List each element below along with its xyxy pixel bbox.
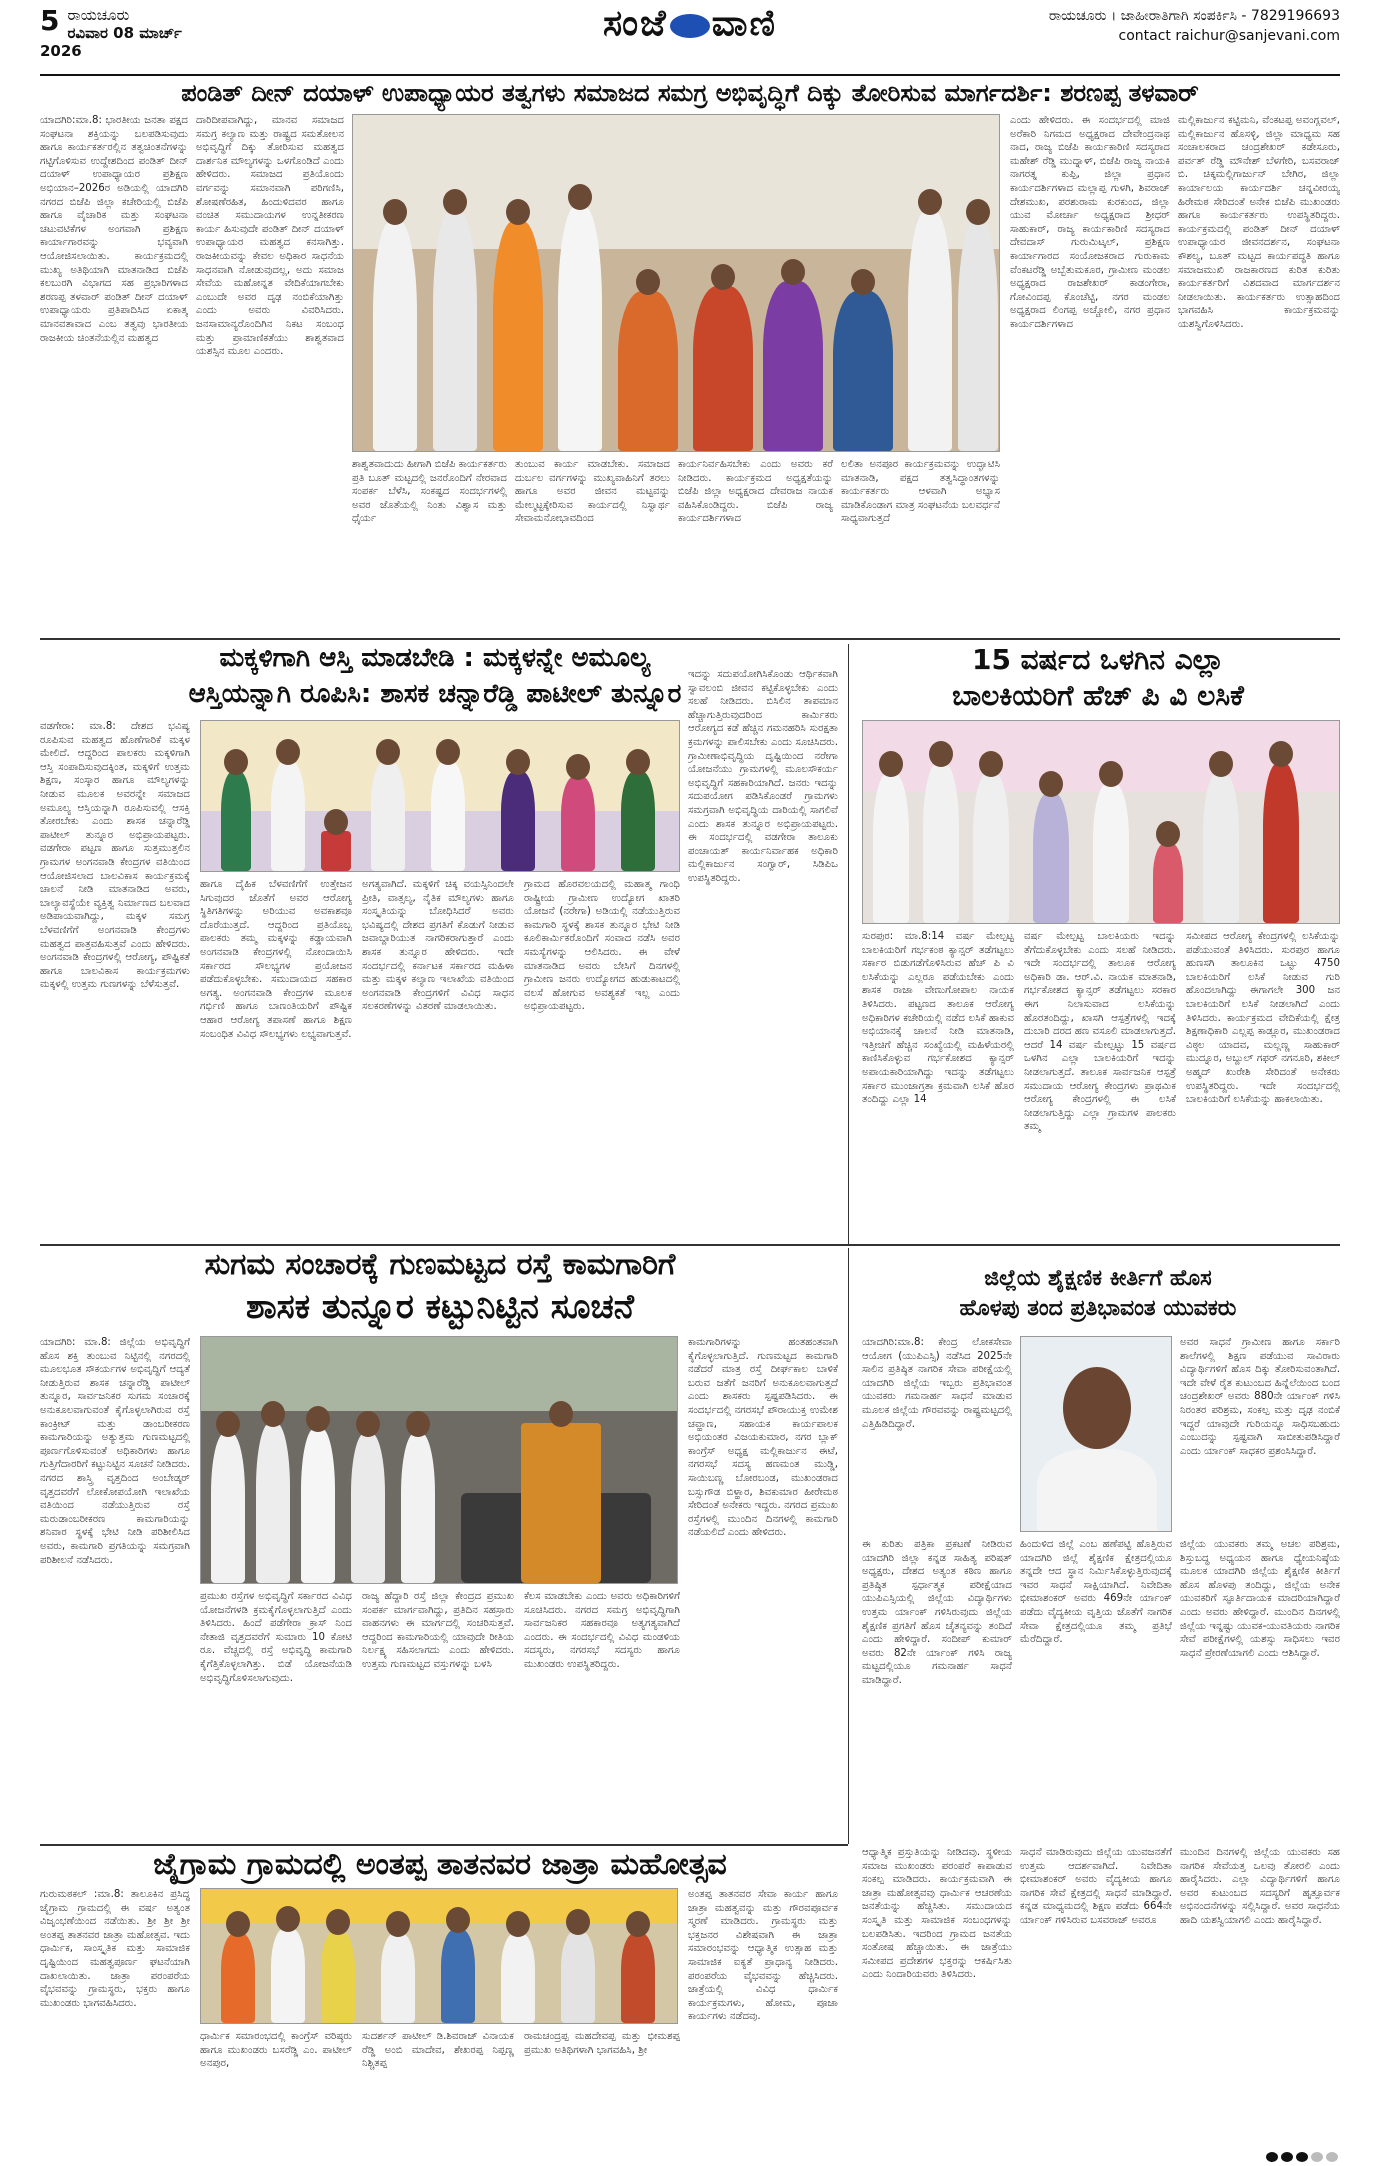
story1-headline[interactable]: ಪಂಡಿತ್ ದೀನ್ ದಯಾಳ್ ಉಪಾಧ್ಯಾಯರ ತತ್ವಗಳು ಸಮಾಜದ ಸಮಗ್ರ ಅಭಿವೃದ್ಧಿಗೆ ದಿಕ್ಕು ತೋರಿಸುವ ಮಾರ್ಗದರ್ಶಿ: ಶರಣಪ್ಪ ತಳವಾರ್	[181, 79, 1199, 107]
logo-globe-icon	[670, 14, 710, 38]
contact-info	[1049, 6, 1340, 46]
story4-headline-line1[interactable]: ಸುಗಮ ಸಂಚಾರಕ್ಕೆ ಗುಣಮಟ್ಟದ ರಸ್ತೆ ಕಾಮಗಾರಿಗೆ	[204, 1247, 676, 1282]
masthead	[40, 0, 1340, 76]
story5-headline-line1[interactable]: ಜಿಲ್ಲೆಯ ಶೈಕ್ಷಣಿಕ ಕೀರ್ತಿಗೆ ಹೊಸ	[984, 1266, 1212, 1291]
story2-col1: ವಡಗೇರಾ: ಮಾ.8: ದೇಶದ ಭವಿಷ್ಯ ರೂಪಿಸುವ ಮಹತ್ವದ ಹೊಣೆಗಾರಿಕೆ ಮಕ್ಕಳ ಮೇಲಿದೆ. ಆದ್ದರಿಂದ ಪಾಲಕರು ಮಕ್ಕಳಿಗಾಗಿ ಆಸ್ತಿ ಸಂಪಾದಿಸುವುದಕ್ಕಿಂತ, ಮಕ್ಕಳಿಗೆ ಉತ್ತಮ ಶಿಕ್ಷಣ, ಸಂಸ್ಕಾರ ಹಾಗೂ ಮೌಲ್ಯಗಳನ್ನು ನೀಡುವ ಮೂಲಕ ಅವರನ್ನೇ ಸಮಾಜದ ಅಮೂಲ್ಯ ಆಸ್ತಿಯನ್ನಾಗಿ ರೂಪಿಸುವಲ್ಲಿ ಆಸಕ್ತಿ ತೋರಬೇಕು ಎಂದು ಶಾಸಕ ಚನ್ನಾರೆಡ್ಡಿ ಪಾಟೀಲ್ ತುನ್ನೂರ ಅಭಿಪ್ರಾಯಪಟ್ಟರು. ವಡಗೇರಾ ಪಟ್ಟಣ ಹಾಗೂ ಸುತ್ತಮುತ್ತಲಿನ ಗ್ರಾಮಗಳ ಅಂಗನವಾಡಿ ಕೇಂದ್ರಗಳ ವತಿಯಿಂದ ಆಯೋಜಿಸಲಾದ ಬಾಲವಿಕಾಸ ಕಾರ್ಯಕ್ರಮಕ್ಕೆ ಚಾಲನೆ ನೀಡಿ ಮಾತನಾಡಿದ ಅವರು, ಬಾಲ್ಯಾವಸ್ಥೆಯೇ ವ್ಯಕ್ತಿತ್ವ ನಿರ್ಮಾಣದ ಬಲವಾದ ಅಡಿಪಾಯವಾಗಿದ್ದು, ಮಕ್ಕಳ ಸಮಗ್ರ ಬೆಳವಣಿಗೆಗೆ ಅಂಗನವಾಡಿ ಕೇಂದ್ರಗಳು ಮಹತ್ವದ ಪಾತ್ರವಹಿಸುತ್ತವೆ ಎಂದು ಹೇಳಿದರು. ಅಂಗನವಾಡಿ ಕೇಂದ್ರಗಳಲ್ಲಿ ಆರೋಗ್ಯ, ಪೌಷ್ಟಿಕತೆ ಹಾಗೂ ಬಾಲವಿಕಾಸ ಕಾರ್ಯಕ್ರಮಗಳು ಮಕ್ಕಳಲ್ಲಿ ಉತ್ತಮ ಗುಣಗಳನ್ನು ಬೆಳೆಸುತ್ತವೆ.	[40, 721, 190, 991]
story6-headline[interactable]: ಜೈಗ್ರಾಮ ಗ್ರಾಮದಲ್ಲಿ ಅಂತಪ್ಪ ತಾತನವರ ಜಾತ್ರಾ ಮಹೋತ್ಸವ	[153, 1847, 727, 1882]
print-registration-marks	[1263, 2147, 1338, 2157]
logo-text-left: ಸಂಜೆ	[602, 2, 668, 44]
page-number: 5	[40, 4, 60, 37]
story2-sub2: ಅಗತ್ಯವಾಗಿದೆ. ಮಕ್ಕಳಿಗೆ ಚಿಕ್ಕ ವಯಸ್ಸಿನಿಂದಲೇ ಪ್ರೀತಿ, ವಾತ್ಸಲ್ಯ, ನೈತಿಕ ಮೌಲ್ಯಗಳು ಹಾಗೂ ಸಂಸ್ಕೃತಿಯನ್ನು ಬೋಧಿಸಿದರೆ ಅವರು ಭವಿಷ್ಯದಲ್ಲಿ ದೇಶದ ಪ್ರಗತಿಗೆ ಕೊಡುಗೆ ನೀಡುವ ಜವಾಬ್ದಾರಿಯುತ ನಾಗರಿಕರಾಗುತ್ತಾರೆ ಎಂದು ಶಾಸಕ ತುನ್ನೂರ ಹೇಳಿದರು. ಇದೇ ಸಂದರ್ಭದಲ್ಲಿ ಕರ್ನಾಟಕ ಸರ್ಕಾರದ ಮಹಿಳಾ ಮತ್ತು ಮಕ್ಕಳ ಕಲ್ಯಾಣ ಇಲಾಖೆಯ ವತಿಯಿಂದ ಅಂಗನವಾಡಿ ಕೇಂದ್ರಗಳಿಗೆ ವಿವಿಧ ಸಾಧನ ಸಲಕರಣೆಗಳನ್ನು ವಿತರಣೆ ಮಾಡಲಾಯಿತು.	[362, 879, 514, 1013]
story3-headline-line2[interactable]: ಬಾಲಕಿಯರಿಗೆ ಹೆಚ್ ಪಿ ವಿ ಲಸಿಕೆ	[952, 679, 1244, 712]
story1-mid2: ತುಂಬುವ ಕಾರ್ಯ ಮಾಡಬೇಕು. ಸಮಾಜದ ದುರ್ಬಲ ವರ್ಗಗಳನ್ನು ಮುಖ್ಯವಾಹಿನಿಗೆ ತರಲು ಹಾಗೂ ಅವರ ಜೀವನ ಮಟ್ಟವನ್ನು ಮೇಲ್ಮಟ್ಟಕ್ಕೇರಿಸುವ ಕಾರ್ಯದಲ್ಲಿ ನಿಸ್ವಾರ್ಥ ಸೇವಾಮನೋಭಾವದಿಂದ	[515, 459, 670, 525]
story5-col1: ಯಾದಗಿರಿ:ಮಾ.8: ಕೇಂದ್ರ ಲೋಕಸೇವಾ ಆಯೋಗ (ಯುಪಿಎಸ್ಸಿ) ನಡೆಸಿದ 2025ನೇ ಸಾಲಿನ ಪ್ರತಿಷ್ಠಿತ ನಾಗರಿಕ ಸೇವಾ ಪರೀಕ್ಷೆಯಲ್ಲಿ ಯಾದಗಿರಿ ಜಿಲ್ಲೆಯ ಇಬ್ಬರು ಪ್ರತಿಭಾವಂತ ಯುವಕರು ಗಮನಾರ್ಹ ಸಾಧನೆ ಮಾಡುವ ಮೂಲಕ ಜಿಲ್ಲೆಯ ಗೌರವವನ್ನು ರಾಷ್ಟ್ರಮಟ್ಟದಲ್ಲಿ ಎತ್ತಿಹಿಡಿದಿದ್ದಾರೆ.	[862, 1337, 1012, 1430]
story5-col3: ಈ ಕುರಿತು ಪತ್ರಿಕಾ ಪ್ರಕಟಣೆ ನೀಡಿರುವ ಯಾದಗಿರಿ ಜಿಲ್ಲಾ ಕನ್ನಡ ಸಾಹಿತ್ಯ ಪರಿಷತ್ ಅಧ್ಯಕ್ಷರು, ದೇಶದ ಅತ್ಯಂತ ಕಠಿಣ ಹಾಗೂ ಪ್ರತಿಷ್ಠಿತ ಸ್ಪರ್ಧಾತ್ಮಕ ಪರೀಕ್ಷೆಯಾದ ಯುಪಿಎಸ್ಸಿಯಲ್ಲಿ ಜಿಲ್ಲೆಯ ವಿದ್ಯಾರ್ಥಿಗಳು ಉತ್ತಮ ರ್ಯಾಂಕ್ ಗಳಿಸಿರುವುದು ಜಿಲ್ಲೆಯ ಶೈಕ್ಷಣಿಕ ಪ್ರಗತಿಗೆ ಹೊಸ ಚೈತನ್ಯವನ್ನು ತಂದಿದೆ ಎಂದು ಹೇಳಿದ್ದಾರೆ. ಸಂದೀಪ್ ಕುಮಾರ್ ಅವರು 82ನೇ ರ್ಯಾಂಕ್ ಗಳಿಸಿ ರಾಜ್ಯ ಮಟ್ಟದಲ್ಲಿಯೂ ಗಮನಾರ್ಹ ಸಾಧನೆ ಮಾಡಿದ್ದಾರೆ.	[862, 1539, 1012, 1686]
story5-portrait	[1020, 1336, 1172, 1532]
story4-col1: ಯಾದಗಿರಿ: ಮಾ.8: ಜಿಲ್ಲೆಯ ಅಭಿವೃದ್ಧಿಗೆ ಹೊಸ ಶಕ್ತಿ ತುಂಬುವ ನಿಟ್ಟಿನಲ್ಲಿ ನಗರದಲ್ಲಿ ಮೂಲಭೂತ ಸೌಕರ್ಯಗಳ ಅಭಿವೃದ್ಧಿಗೆ ಆದ್ಯತೆ ನೀಡುತ್ತಿರುವ ಶಾಸಕ ಚನ್ನಾರೆಡ್ಡಿ ಪಾಟೀಲ್ ತುನ್ನೂರ, ಸಾರ್ವಜನಿಕರ ಸುಗಮ ಸಂಚಾರಕ್ಕೆ ಅನುಕೂಲವಾಗುವಂತೆ ಕೈಗೊಳ್ಳಲಾಗಿರುವ ರಸ್ತೆ ಕಾಂಕ್ರೀಟ್ ಮತ್ತು ಡಾಂಬರೀಕರಣ ಕಾಮಗಾರಿಯನ್ನು ಅತ್ಯುತ್ತಮ ಗುಣಮಟ್ಟದಲ್ಲಿ ಪೂರ್ಣಗೊಳಿಸುವಂತೆ ಅಧಿಕಾರಿಗಳು ಹಾಗೂ ಗುತ್ತಿಗೆದಾರರಿಗೆ ಕಟ್ಟುನಿಟ್ಟಿನ ಸೂಚನೆ ನೀಡಿದರು. ನಗರದ ಶಾಸ್ತ್ರಿ ವೃತ್ತದಿಂದ ಅಂಬೇಡ್ಕರ್ ವೃತ್ತದವರೆಗೆ ಲೋಕೋಪಯೋಗಿ ಇಲಾಖೆಯ ವತಿಯಿಂದ ನಡೆಯುತ್ತಿರುವ ರಸ್ತೆ ಮರುಡಾಂಬರೀಕರಣ ಕಾಮಗಾರಿಯನ್ನು ಶನಿವಾರ ಸ್ಥಳಕ್ಕೆ ಭೇಟಿ ನೀಡಿ ಪರಿಶೀಲಿಸಿದ ಅವರು, ಕಾಮಗಾರಿ ಪ್ರಗತಿಯನ್ನು ಸಮಗ್ರವಾಗಿ ಪರಿಶೀಲನೆ ನಡೆಸಿದರು.	[40, 1337, 190, 1566]
story1-col1: ಯಾದಗಿರಿ:ಮಾ.8: ಭಾರತೀಯ ಜನತಾ ಪಕ್ಷದ ಸಂಘಟನಾ ಶಕ್ತಿಯನ್ನು ಬಲಪಡಿಸುವುದು ಹಾಗೂ ಕಾರ್ಯಕರ್ತರಲ್ಲಿನ ತತ್ವಚಿಂತನೆಗಳನ್ನು ಗಟ್ಟಿಗೊಳಿಸುವ ಉದ್ದೇಶದಿಂದ ಪಂಡಿತ್ ದೀನ್ ದಯಾಳ್ ಉಪಾಧ್ಯಾಯರ ಪ್ರಶಿಕ್ಷಣ ಅಭಿಯಾನ–2026ರ ಅಡಿಯಲ್ಲಿ ಯಾದಗಿರಿ ನಗರದ ಬಿಜೆಪಿ ಜಿಲ್ಲಾ ಕಚೇರಿಯಲ್ಲಿ ಬಿಜೆಪಿ ಹಾಗೂ ವೈಚಾರಿಕ ಮತ್ತು ಸಂಘಟನಾ ಚಟುವಟಿಕೆಗಳ ಅಂಗವಾಗಿ ಪ್ರಶಿಕ್ಷಣ ಕಾರ್ಯಾಗಾರವನ್ನು ಭವ್ಯವಾಗಿ ಆಯೋಜಿಸಲಾಯಿತು. ಕಾರ್ಯಕ್ರಮದಲ್ಲಿ ಮುಖ್ಯ ಅತಿಥಿಯಾಗಿ ಮಾತನಾಡಿದ ಬಿಜೆಪಿ ಕಲಬುರಗಿ ವಿಭಾಗದ ಸಹ ಪ್ರಭಾರಿಗಳಾದ ಶರಣಪ್ಪ ತಳವಾರ್ ಪಂಡಿತ್ ದೀನ್ ದಯಾಳ್ ಉಪಾಧ್ಯಾಯರು ಪ್ರತಿಪಾದಿಸಿದ ಏಕಾತ್ಮ ಮಾನವತಾವಾದ ಎಂಬ ತತ್ವವು ಭಾರತೀಯ ರಾಜಕೀಯ ಚಿಂತನೆಯಲ್ಲಿನ ಮಹತ್ವದ	[40, 115, 188, 344]
portrait-shirt	[1037, 1449, 1157, 1532]
story2-col5: ಇದನ್ನು ಸದುಪಯೋಗಿಸಿಕೊಂಡು ಆರ್ಥಿಕವಾಗಿ ಸ್ವಾವಲಂಬಿ ಜೀವನ ಕಟ್ಟಿಕೊಳ್ಳಬೇಕು ಎಂದು ಸಲಹೆ ನೀಡಿದರು. ಬಿಸಿಲಿನ ತಾಪಮಾನ ಹೆಚ್ಚಾಗುತ್ತಿರುವುದರಿಂದ ಕಾರ್ಮಿಕರು ಆರೋಗ್ಯದ ಕಡೆ ಹೆಚ್ಚಿನ ಗಮನಹರಿಸಿ ಸುರಕ್ಷತಾ ಕ್ರಮಗಳನ್ನು ಪಾಲಿಸಬೇಕು ಎಂದು ಸೂಚಿಸಿದರು. ಗ್ರಾಮೀಣಾಭಿವೃದ್ಧಿಯ ದೃಷ್ಟಿಯಿಂದ ನರೇಗಾ ಯೋಜನೆಯು ಗ್ರಾಮಗಳಲ್ಲಿ ಮೂಲಸೌಕರ್ಯ ಅಭಿವೃದ್ಧಿಗೆ ಸಹಕಾರಿಯಾಗಿದೆ. ಜನರು ಇದನ್ನು ಸದುಪಯೋಗ ಪಡಿಸಿಕೊಂಡರೆ ಗ್ರಾಮಗಳು ಸಮಗ್ರವಾಗಿ ಅಭಿವೃದ್ಧಿಯ ದಾರಿಯಲ್ಲಿ ಸಾಗಲಿವೆ ಎಂದು ಶಾಸಕ ತುನ್ನೂರ ಅಭಿಪ್ರಾಯಪಟ್ಟರು. ಈ ಸಂದರ್ಭದಲ್ಲಿ ವಡಗೇರಾ ತಾಲೂಕು ಪಂಚಾಯತ್ ಕಾರ್ಯನಿರ್ವಾಹಕ ಅಧಿಕಾರಿ ಮಲ್ಲಿಕಾರ್ಜುನ ಸಂಗ್ವಾರ್, ಸಿಡಿಪಿಒ ಉಪಸ್ಥಿತರಿದ್ದರು.	[688, 669, 838, 884]
story4-headline-line2[interactable]: ಶಾಸಕ ತುನ್ನೂರ ಕಟ್ಟುನಿಟ್ಟಿನ ಸೂಚನೆ	[246, 1287, 634, 1327]
story1-mid4: ಲಲಿತಾ ಅನಪೂರ ಕಾರ್ಯಕ್ರಮವನ್ನು ಉದ್ಘಾಟಿಸಿ ಮಾತನಾಡಿ, ಪಕ್ಷದ ತತ್ವಸಿದ್ಧಾಂತಗಳನ್ನು ಕಾರ್ಯಕರ್ತರು ಆಳವಾಗಿ ಅಭ್ಯಾಸ ಮಾಡಿಕೊಂಡಾಗ ಮಾತ್ರ ಸಂಘಟನೆಯ ಬಲವರ್ಧನೆ ಸಾಧ್ಯವಾಗುತ್ತದೆ	[841, 459, 1000, 525]
story3-col1: ಸುರಪುರ: ಮಾ.8:14 ವರ್ಷ ಮೇಲ್ಪಟ್ಟ ಬಾಲಕಿಯರಿಗೆ ಗರ್ಭಕಂಠ ಕ್ಯಾನ್ಸರ್ ತಡೆಗಟ್ಟಲು ಸರ್ಕಾರ ಬಿಡುಗಡೆಗೊಳಿಸಿರುವ ಹೆಚ್ ಪಿ ವಿ ಲಸಿಕೆಯನ್ನು ಎಲ್ಲರೂ ಪಡೆಯಬೇಕು ಎಂದು ಶಾಸಕ ರಾಜಾ ವೇಣುಗೋಪಾಲ ನಾಯಕ ತಿಳಿಸಿದರು. ಪಟ್ಟಣದ ತಾಲೂಕ ಆರೋಗ್ಯ ಅಧಿಕಾರಿಗಳ ಕಚೇರಿಯಲ್ಲಿ ನಡೆದ ಲಸಿಕೆ ಹಾಕುವ ಅಭಿಯಾನಕ್ಕೆ ಚಾಲನೆ ನೀಡಿ ಮಾತನಾಡಿ, ಇತ್ತೀಚಿಗೆ ಹೆಚ್ಚಿನ ಸಂಖ್ಯೆಯಲ್ಲಿ ಮಹಿಳೆಯರಲ್ಲಿ ಕಾಣಿಸಿಕೊಳ್ಳುವ ಗರ್ಭಕೋಶದ ಕ್ಯಾನ್ಸರ್ ಅಪಾಯಕಾರಿಯಾಗಿದ್ದು ಇದನ್ನು ತಡೆಗಟ್ಟಲು ಸರ್ಕಾರ ಮುಂಜಾಗ್ರತಾ ಕ್ರಮವಾಗಿ ಲಸಿಕೆ ಹೊರ ತಂದಿದ್ದು ಎಲ್ಲಾ 14	[862, 931, 1014, 1106]
story6-col6: ಆಧ್ಯಾತ್ಮಿಕ ಪ್ರಸ್ತುತಿಯನ್ನು ನೀಡಿದವು. ಸ್ಥಳೀಯ ಸಮಾಜ ಮುಖಂಡರು ಪರಂಪರೆ ಕಾಪಾಡುವ ಸಂಕಲ್ಪ ಮಾಡಿದರು. ಕಾರ್ಯಕ್ರಮವಾಗಿ ಈ ಜಾತ್ರಾ ಮಹೋತ್ಸವವು ಧಾರ್ಮಿಕ ಆಚರಣೆಯ ಜನತೆಯನ್ನು ಹೆಚ್ಚಿಸಿತು. ಸಮುದಾಯದ ಸಂಸ್ಕೃತಿ ಮತ್ತು ಸಾಮಾಜಿಕ ಸಂಬಂಧಗಳನ್ನು ಬಲಪಡಿಸಿತು. ಇದರಿಂದ ಗ್ರಾಮದ ಜನತೆಯ ಸಂತೋಷ ಹೆಚ್ಚಾಯಿತು. ಈ ಜಾತ್ರೆಯು ಸಮೀಪದ ಪ್ರದೇಶಗಳ ಭಕ್ತರನ್ನು ಆಕರ್ಷಿಸಿತು ಎಂದು ನಿಂದಾರಿಯವರು ತಿಳಿಸಿದರು.	[862, 1847, 1012, 1981]
story2-sub1: ಹಾಗೂ ದೈಹಿಕ ಬೆಳವಣಿಗೆಗೆ ಉತ್ತೇಜನ ಸಿಗುವುದರ ಜೊತೆಗೆ ಅವರ ಆರೋಗ್ಯ ಸ್ಥಿತಿಗತಿಗಳನ್ನು ಅರಿಯುವ ಅವಕಾಶವೂ ದೊರೆಯುತ್ತದೆ. ಆದ್ದರಿಂದ ಪ್ರತಿಯೊಬ್ಬ ಪಾಲಕರು ತಮ್ಮ ಮಕ್ಕಳನ್ನು ಕಡ್ಡಾಯವಾಗಿ ಅಂಗನವಾಡಿ ಕೇಂದ್ರಗಳಲ್ಲಿ ನೋಂದಾಯಿಸಿ ಸರ್ಕಾರದ ಸೌಲಭ್ಯಗಳ ಪ್ರಯೋಜನ ಪಡೆದುಕೊಳ್ಳಬೇಕು. ಸಮುದಾಯದ ಸಹಕಾರ ಅಗತ್ಯ. ಅಂಗನವಾಡಿ ಕೇಂದ್ರಗಳ ಮೂಲಕ ಗರ್ಭಿಣಿ ಹಾಗೂ ಬಾಣಂತಿಯರಿಗೆ ಪೌಷ್ಟಿಕ ಆಹಾರ ಆರೋಗ್ಯ ತಪಾಸಣೆ ಹಾಗೂ ಶಿಕ್ಷಣ ಸಂಬಂಧಿತ ವಿವಿಧ ಸೌಲಭ್ಯಗಳು ಲಭ್ಯವಾಗುತ್ತವೆ.	[200, 879, 352, 1040]
photo-garlands	[201, 1889, 677, 1923]
story1-col2: ದಾರಿದೀಪವಾಗಿದ್ದು, ಮಾನವ ಸಮಾಜದ ಸಮಗ್ರ ಕಲ್ಯಾಣ ಮತ್ತು ರಾಷ್ಟ್ರದ ಸಮತೋಲನ ಅಭಿವೃದ್ಧಿಗೆ ದಿಕ್ಕು ತೋರಿಸುವ ಮಹತ್ವದ ದಾರ್ಶನಿಕ ಮೌಲ್ಯಗಳನ್ನು ಒಳಗೊಂಡಿದೆ ಎಂದು ಹೇಳಿದರು. ಸಮಾಜದ ಪ್ರತಿಯೊಂದು ವರ್ಗವನ್ನು ಸಮಾನವಾಗಿ ಪರಿಗಣಿಸಿ, ಶೋಷಣೆರಹಿತ, ಹಿಂದುಳಿದವರ ಹಾಗೂ ವಂಚಿತ ಸಮುದಾಯಗಳ ಉನ್ನತೀಕರಣ ಕಾರ್ಯ ಹಿಸುವುದೇ ಪಂಡಿತ್ ದೀನ್ ದಯಾಳ್ ಉಪಾಧ್ಯಾಯರ ಮಹತ್ವದ ಕನಸಾಗಿತ್ತು. ರಾಜಕೀಯವನ್ನು ಕೇವಲ ಅಧಿಕಾರ ಸಾಧನೆಯ ಸಾಧನವಾಗಿ ನೋಡುವುದಲ್ಲ, ಅದು ಸಮಾಜ ಸೇವೆಯ ಮಹೋನ್ನತ ವೇದಿಕೆಯಾಗಬೇಕು ಎಂಬುದೇ ಅವರ ದೃಢ ನಂಬಿಕೆಯಾಗಿತ್ತು ಎಂದು ಅವರು ವಿವರಿಸಿದರು. ಜನಸಾಮಾನ್ಯರೊಂದಿಗಿನ ನಿಕಟ ಸಂಬಂಧ ಮತ್ತು ಪ್ರಾಮಾಣಿಕತೆಯು ಶಾಶ್ವತವಾದ ಯಶಸ್ಸಿನ ಮೂಲ ಎಂದರು.	[196, 115, 344, 358]
contact-email[interactable]: contact raichur@sanjevani.com	[1118, 28, 1340, 44]
column-divider	[848, 1248, 849, 1844]
issue-date: ರವಿವಾರ 08 ಮಾರ್ಚ್ 2026	[40, 24, 182, 60]
story6-sub2: ಸುದರ್ಶನ್ ಪಾಟೀಲ್ ಡಿ.ಶಿವರಾಜ್ ವಿನಾಯಕ ರೆಡ್ಡಿ ಅಂಬಿ ಮಾದೇವ, ಶೇಖರಪ್ಪ ನಿಪ್ಪಣ್ಣ ನಿಶ್ಚಿತಪ್ಪ	[362, 2031, 514, 2070]
story6-sub1: ಧಾರ್ಮಿಕ ಸಮಾರಂಭದಲ್ಲಿ ಕಾಂಗ್ರೆಸ್ ವರಿಷ್ಠರು ಹಾಗೂ ಮುಖಂಡರು ಬಸರೆಡ್ಡಿ ಎಂ. ಪಾಟೀಲ್ ಅನಪುರ,	[200, 2031, 352, 2070]
section-divider	[40, 638, 1340, 640]
section-divider	[40, 1244, 1340, 1246]
ad-contact: ರಾಯಚೂರು । ಜಾಹೀರಾತಿಗಾಗಿ ಸಂಪರ್ಕಿಸಿ - 7829196693	[1048, 8, 1340, 24]
section-divider	[40, 1844, 848, 1846]
story3-col2: ವರ್ಷ ಮೇಲ್ಪಟ್ಟ ಬಾಲಕಿಯರು ಇದನ್ನು ತೆಗೆದುಕೊಳ್ಳಬೇಕು ಎಂದು ಸಲಹೆ ನೀಡಿದರು. ಇದೇ ಸಂದರ್ಭದಲ್ಲಿ ತಾಲೂಕ ಆರೋಗ್ಯ ಅಧಿಕಾರಿ ಡಾ. ಆರ್.ವಿ. ನಾಯಕ ಮಾತನಾಡಿ, ಗರ್ಭಕೋಶದ ಕ್ಯಾನ್ಸರ್ ತಡೆಗಟ್ಟಲು ಸರಕಾರ ಈಗ ನಿಲಾಸುವಾದ ಲಸಿಕೆಯನ್ನು ಹೊರತಂದಿದ್ದು, ಖಾಸಗಿ ಆಸ್ಪತ್ರೆಗಳಲ್ಲಿ ಇದಕ್ಕೆ ದುಬಾರಿ ದರದ ಹಣ ವಸೂಲಿ ಮಾಡಲಾಗುತ್ತದೆ. ಆದರೆ 14 ವರ್ಷ ಮೇಲ್ಪಟ್ಟು 15 ವರ್ಷದ ಒಳಗಿನ ಎಲ್ಲಾ ಬಾಲಕಿಯರಿಗೆ ಇದನ್ನು ನೀಡಲಾಗುತ್ತದೆ. ತಾಲೂಕ ಸಾರ್ವಜನಿಕ ಆಸ್ಪತ್ರೆ ಸಮುದಾಯ ಆರೋಗ್ಯ ಕೇಂದ್ರಗಳು ಪ್ರಾಥಮಿಕ ಆರೋಗ್ಯ ಕೇಂದ್ರಗಳಲ್ಲಿ ಈ ಲಸಿಕೆ ನೀಡಲಾಗುತ್ತಿದ್ದು ಎಲ್ಲಾ ಗ್ರಾಮಗಳ ಪಾಲಕರು ತಮ್ಮ	[1024, 931, 1176, 1133]
story4-col5: ಕಾಮಗಾರಿಗಳನ್ನು ಹಂತಹಂತವಾಗಿ ಕೈಗೊಳ್ಳಲಾಗುತ್ತಿದೆ. ಗುಣಮಟ್ಟದ ಕಾಮಗಾರಿ ನಡೆದರೆ ಮಾತ್ರ ರಸ್ತೆ ದೀರ್ಘಕಾಲ ಬಾಳಿಕೆ ಬರುವ ಜತೆಗೆ ಜನರಿಗೆ ಅನುಕೂಲವಾಗುತ್ತದೆ ಎಂದು ಶಾಸಕರು ಸ್ಪಷ್ಟಪಡಿಸಿದರು. ಈ ಸಂದರ್ಭದಲ್ಲಿ ನಗರಸಭೆ ಪೌರಾಯುಕ್ತ ಉಮೇಶ ಚವ್ಹಾಣ, ಸಹಾಯಕ ಕಾರ್ಯಪಾಲಕ ಅಭಿಯಂತರ ವಿಜಯಕುಮಾರ, ನಗರ ಬ್ಲಾಕ್ ಕಾಂಗ್ರೆಸ್ ಅಧ್ಯಕ್ಷ ಮಲ್ಲಿಕಾರ್ಜುನ ಈಟೆ, ನಗರಸಭೆ ಸದಸ್ಯ ಹಣಮಂತ ಮುಡ್ಡಿ, ಸಾಯಿಬಣ್ಣ ಬೋರಬಂಡ, ಮುಖಂಡರಾದ ಬಸ್ಸುಗೌಡ ಬಿಳ್ಹಾರ, ಶಿವಕುಮಾರ ಹೀರೇಮಠ ಸೇರಿದಂತೆ ಅನೇಕರು ಇದ್ದರು. ನಗರದ ಪ್ರಮುಖ ರಸ್ತೆಗಳಲ್ಲಿ ಮುಂದಿನ ದಿನಗಳಲ್ಲಿ ಕಾಮಗಾರಿ ನಡೆಯಲಿದೆ ಎಂದು ಹೇಳಿದರು.	[688, 1337, 838, 1539]
story1-mid1: ಶಾಶ್ವತವಾದುದು ಹೀಗಾಗಿ ಬಿಜೆಪಿ ಕಾರ್ಯಕರ್ತರು ಪ್ರತಿ ಬೂತ್ ಮಟ್ಟದಲ್ಲಿ ಜನರೊಂದಿಗೆ ನೇರವಾದ ಸಂಪರ್ಕ ಬೆಳೆಸಿ, ಸಂಕಷ್ಟದ ಸಂದರ್ಭಗಳಲ್ಲಿ ಅವರ ಜೊತೆಯಲ್ಲಿ ನಿಂತು ವಿಶ್ವಾಸ ಮತ್ತು ಧೈರ್ಯ	[352, 459, 507, 525]
story6-sub3: ರಾಮಚಂದ್ರಪ್ಪ ಮಹದೇವಪ್ಪ ಮತ್ತು ಭೀಮಶಪ್ಪ ಪ್ರಮುಖ ಅತಿಥಿಗಳಾಗಿ ಭಾಗವಹಿಸಿ, ಶ್ರೀ	[524, 2031, 680, 2056]
photo-street	[201, 1337, 677, 1411]
story4-photo	[200, 1336, 678, 1584]
story2-headline-line1[interactable]: ಮಕ್ಕಳಿಗಾಗಿ ಆಸ್ತಿ ಮಾಡಬೇಡಿ : ಮಕ್ಕಳನ್ನೇ ಅಮೂಲ್ಯ	[219, 643, 651, 673]
story6-col5: ಅಂತಪ್ಪ ತಾತನವರ ಸೇವಾ ಕಾರ್ಯ ಹಾಗೂ ಜಾತ್ರಾ ಮಹತ್ವವನ್ನು ಮತ್ತು ಗೌರವಪೂರ್ವಕ ಸ್ಮರಣೆ ಮಾಡಿದರು. ಗ್ರಾಮಸ್ಥರು ಮತ್ತು ಭಕ್ತಜನರ ವಿಶೇಷವಾಗಿ ಈ ಜಾತ್ರಾ ಸಮಾರಂಭವನ್ನು ಆಧ್ಯಾತ್ಮಿಕ ಉತ್ಸಾಹ ಮತ್ತು ಸಾಮಾಜಿಕ ಐಕ್ಯತೆ ಪ್ರಾಧಾನ್ಯ ನೀಡಿದರು. ಪರಂಪರೆಯ ವೈಭವವನ್ನು ಹೆಚ್ಚಿಸಿದರು. ಜಾತ್ರೆಯಲ್ಲಿ ವಿವಿಧ ಧಾರ್ಮಿಕ ಕಾರ್ಯಕ್ರಮಗಳು, ಹೋಮ, ಪೂಜಾ ಕಾರ್ಯಗಳು ನಡೆದವು.	[688, 1889, 838, 2023]
column-divider	[848, 644, 849, 1244]
story4-sub3: ಕೆಲಸ ಮಾಡಬೇಕು ಎಂದು ಅವರು ಅಧಿಕಾರಿಗಳಿಗೆ ಸೂಚಿಸಿದರು. ನಗರದ ಸಮಗ್ರ ಅಭಿವೃದ್ಧಿಗಾಗಿ ಸಾರ್ವಜನಿಕರ ಸಹಕಾರವೂ ಅತ್ಯಗತ್ಯವಾಗಿದೆ ಎಂದರು. ಈ ಸಂದರ್ಭದಲ್ಲಿ ವಿವಿಧ ಮಂಡಳಿಯ ಸದಸ್ಯರು, ನಗರಸಭೆ ಸದಸ್ಯರು ಹಾಗೂ ಮುಖಂಡರು ಉಪಸ್ಥಿತರಿದ್ದರು.	[524, 1591, 680, 1670]
story5-headline-line2[interactable]: ಹೊಳಪು ತಂದ ಪ್ರತಿಭಾವಂತ ಯುವಕರು	[959, 1296, 1237, 1321]
story2-photo	[200, 720, 680, 872]
story5-col4: ಹಿಂದುಳಿದ ಜಿಲ್ಲೆ ಎಂಬ ಹಣೆಪಟ್ಟಿ ಹೊತ್ತಿರುವ ಯಾದಗಿರಿ ಜಿಲ್ಲೆ ಶೈಕ್ಷಣಿಕ ಕ್ಷೇತ್ರದಲ್ಲಿಯೂ ತನ್ನದೇ ಆದ ಸ್ಥಾನ ನಿರ್ಮಿಸಿಕೊಳ್ಳುತ್ತಿರುವುದಕ್ಕೆ ಇವರ ಸಾಧನೆ ಸಾಕ್ಷಿಯಾಗಿದೆ. ನಿವೇದಿತಾ ಭೀಮಾಶಂಕರ್ ಅವರು 469ನೇ ರ್ಯಾಂಕ್ ಪಡೆದು ವೈದ್ಯಕೀಯ ವೃತ್ತಿಯ ಜೊತೆಗೆ ನಾಗರಿಕ ಸೇವಾ ಕ್ಷೇತ್ರದಲ್ಲಿಯೂ ತಮ್ಮ ಪ್ರತಿಭೆ ಮೆರೆದಿದ್ದಾರೆ.	[1020, 1539, 1172, 1646]
story1-col5: ಎಂದು ಹೇಳಿದರು. ಈ ಸಂದರ್ಭದಲ್ಲಿ ಮಾಜಿ ಅರೆಕಾರಿ ನಿಗಮದ ಅಧ್ಯಕ್ಷರಾದ ದೇವೇಂದ್ರನಾಥ ನಾದ, ರಾಜ್ಯ ಬಿಜೆಪಿ ಕಾರ್ಯಕಾರಿಣಿ ಸದಸ್ಯರಾದ ಮಹೇಶ್ ರೆಡ್ಡಿ ಮುದ್ನಾಳ್, ಬಿಜೆಪಿ ರಾಜ್ಯ ನಾಯಕಿ ನಾಗರತ್ನ ಕುಪ್ಪಿ, ಜಿಲ್ಲಾ ಪ್ರಧಾನ ಕಾರ್ಯದರ್ಶಿಗಳಾದ ಮಲ್ಲಾಪ್ಪ ಗುಳಗಿ, ಶಿವರಾಜ್ ದೇಶಮುಖ, ಪರಶುರಾಮ ಕುರಕುಂದ, ಜಿಲ್ಲಾ ಯುವ ಮೋರ್ಚಾ ಅಧ್ಯಕ್ಷರಾದ ಶ್ರೀಧರ್ ಸಾಹುಕಾರ್, ರಾಜ್ಯ ಕಾರ್ಯಕಾರಿಣಿ ಸದಸ್ಯರಾದ ದೇವದಾಸ್ ಗುರುಮಿಟ್ಕಲ್, ಪ್ರಶಿಕ್ಷಣ ಕಾರ್ಯಾಗಾರದ ಸಂಯೋಜಕರಾದ ಗುರುಕಾಮ ವೆಂಕಟರೆಡ್ಡಿ ಅಬ್ಬೆತುಮಕೂರ, ಗ್ರಾಮೀಣ ಮಂಡಲ ಅಧ್ಯಕ್ಷರಾದ ರಾಜಶೇಖರ್ ಕಾಡಂಗೇರಾ, ಗೋವಿಂದಪ್ಪ ಕೊಂಚೆಟ್ಟಿ, ನಗರ ಮಂಡಲ ಅಧ್ಯಕ್ಷರಾದ ಲಿಂಗಪ್ಪ ಅಚ್ಚೋಲಿ, ನಗರ ಪ್ರಧಾನ ಕಾರ್ಯದರ್ಶಿಗಳಾದ	[1010, 115, 1170, 330]
portrait-head	[1063, 1367, 1131, 1449]
story6-photo	[200, 1888, 678, 2024]
story1-col6: ಮಲ್ಲಿಕಾರ್ಜುನ ಕಟ್ಟಿಮನಿ, ವೆಂಕಟಪ್ಪ ಅವಂಗ್ಲವಲ್, ಮಲ್ಲಿಕಾರ್ಜುನ ಹೊಸಳ್ಳಿ, ಜಿಲ್ಲಾ ಮಾಧ್ಯಮ ಸಹ ಸಂಚಾಲಕರಾದ ಚಂದ್ರಶೇಖರ್ ಕಡೇಸೂರು, ಪರ್ವತ್ ರೆಡ್ಡಿ ಮೌನೇಶ್ ಬೆಳಗೇರಿ, ಬಸವರಾಜ್ ಬಿ. ಚಿಕ್ಕಮಲ್ಲಿಗಾರ್ಜುನ್ ಬೇಗಿರ, ಜಿಲ್ಲಾ ಕಾರ್ಯಾಲಯ ಕಾರ್ಯದರ್ಶಿ ಚನ್ನವೀರಯ್ಯ ಹಿರೇಮಠ ಸೇರಿದಂತೆ ಅನೇಕ ಬಿಜೆಪಿ ಮುಖಂಡರು ಹಾಗೂ ಕಾರ್ಯಕರ್ತರು ಉಪಸ್ಥಿತರಿದ್ದರು. ಕಾರ್ಯಕ್ರಮದಲ್ಲಿ ಪಂಡಿತ್ ದೀನ್ ದಯಾಳ್ ಉಪಾಧ್ಯಾಯರ ಜೀವನದರ್ಶನ, ಸಂಘಟನಾ ಕೌಶಲ್ಯ, ಬೂತ್ ಮಟ್ಟದ ಕಾರ್ಯಪದ್ಧತಿ ಹಾಗೂ ಸಮಾಜಮುಖಿ ರಾಜಕಾರಣದ ಕುರಿತ ಕುರಿತು ಕಾರ್ಯಕರ್ತರಿಗೆ ವಿಶದವಾದ ಮಾರ್ಗದರ್ಶನ ನೀಡಲಾಯಿತು. ಕಾರ್ಯಕರ್ತರು ಉತ್ಸಾಹದಿಂದ ಭಾಗವಹಿಸಿ ಕಾರ್ಯಕ್ರಮವನ್ನು ಯಶಸ್ವಿಗೊಳಿಸಿದರು.	[1178, 115, 1340, 330]
story3-photo	[862, 720, 1340, 924]
edition-name: ರಾಯಚೂರು	[67, 6, 130, 24]
story5-col5: ಜಿಲ್ಲೆಯ ಯುವಕರು ತಮ್ಮ ಅಚಲ ಪರಿಶ್ರಮ, ಶಿಸ್ತುಬದ್ಧ ಅಧ್ಯಯನ ಹಾಗೂ ಧ್ಯೇಯನಿಷ್ಠೆಯ ಮೂಲಕ ಯಾದಗಿರಿ ಜಿಲ್ಲೆಯ ಶೈಕ್ಷಣಿಕ ಕೀರ್ತಿಗೆ ಹೊಸ ಹೊಳಪು ತಂದಿದ್ದು, ಜಿಲ್ಲೆಯ ಅನೇಕ ಯುವಕರಿಗೆ ಸ್ಫೂರ್ತಿದಾಯಕ ಮಾದರಿಯಾಗಿದ್ದಾರೆ ಎಂದು ಅವರು ಹೇಳಿದ್ದಾರೆ. ಮುಂದಿನ ದಿನಗಳಲ್ಲಿ ಜಿಲ್ಲೆಯ ಇನ್ನಷ್ಟು ಯುವಕ-ಯುವತಿಯರು ನಾಗರಿಕ ಸೇವೆ ಪರೀಕ್ಷೆಗಳಲ್ಲಿ ಯಶಸ್ಸು ಸಾಧಿಸಲು ಇವರ ಸಾಧನೆ ಪ್ರೇರಣೆಯಾಗಲಿ ಎಂದು ಆಶಿಸಿದ್ದಾರೆ.	[1180, 1539, 1340, 1659]
page-info	[40, 6, 201, 60]
story6-col7: ಸಾಧನೆ ಮಾಡಿರುವುದು ಜಿಲ್ಲೆಯ ಯುವಜನತೆಗೆ ಉತ್ತಮ ಆದರ್ಶವಾಗಿದೆ. ನಿವೇದಿತಾ ಭೀಮಾಶಂಕರ್ ಅವರು ವೈದ್ಯಕೀಯ ಹಾಗೂ ನಾಗರಿಕ ಸೇವೆ ಕ್ಷೇತ್ರದಲ್ಲಿ ಸಾಧನೆ ಮಾಡಿದ್ದಾರೆ. ಕನ್ನಡ ಮಾಧ್ಯಮದಲ್ಲಿ ಶಿಕ್ಷಣ ಪಡೆದು 664ನೇ ರ್ಯಾಂಕ್ ಗಳಿಸಿರುವ ಬಸವರಾಜ್ ಅವರೂ	[1020, 1847, 1172, 1926]
story2-headline-line2[interactable]: ಆಸ್ತಿಯನ್ನಾಗಿ ರೂಪಿಸಿ: ಶಾಸಕ ಚನ್ನಾರೆಡ್ಡಿ ಪಾಟೀಲ್ ತುನ್ನೂರ	[188, 679, 682, 709]
story4-sub1: ಪ್ರಮುಖ ರಸ್ತೆಗಳ ಅಭಿವೃದ್ಧಿಗೆ ಸರ್ಕಾರದ ವಿವಿಧ ಯೋಜನೆಗಳಡಿ ಕ್ರಮಕೈಗೊಳ್ಳಲಾಗುತ್ತಿದೆ ಎಂದು ತಿಳಿಸಿದರು. ಹಿಂದೆ ಪಡೆಗೇರಾ ಕ್ರಾಸ್ ನಿಂದ ನೇತಾಜಿ ವೃತ್ತದವರೆಗೆ ಸುಮಾರು 10 ಕೋಟಿ ರೂ. ವೆಚ್ಚದಲ್ಲಿ ರಸ್ತೆ ಅಭಿವೃದ್ಧಿ ಕಾಮಗಾರಿ ಕೈಗೆತ್ತಿಕೊಳ್ಳಲಾಗಿತ್ತು. ಬಿಡೆ ಯೋಜನೆಯಡಿ ಅಭಿವೃದ್ಧಿಗೊಳಿಸಲಾಗುವುದು.	[200, 1591, 352, 1684]
story6-col1: ಗುರುಮಠಕಲ್ :ಮಾ.8: ತಾಲೂಕಿನ ಪ್ರಸಿದ್ಧ ಜೈಗ್ರಾಮ ಗ್ರಾಮದಲ್ಲಿ ಈ ವರ್ಷ ಅತ್ಯಂತ ವಿಜೃಂಭಣೆಯಿಂದ ನಡೆಯಿತು. ಶ್ರೀ ಶ್ರೀ ಶ್ರೀ ಅಂತಪ್ಪ ತಾತನವರ ಜಾತ್ರಾ ಮಹೋತ್ಸವ. ಇದು ಧಾರ್ಮಿಕ, ಸಾಂಸ್ಕೃತಿಕ ಮತ್ತು ಸಾಮಾಜಿಕ ದೃಷ್ಟಿಯಿಂದ ಮಹತ್ವಪೂರ್ಣ ಘಟನೆಯಾಗಿ ದಾಖಲಾಯಿತು. ಜಾತ್ರಾ ಪರಂಪರೆಯ ವೈಭವವನ್ನು ಗ್ರಾಮಸ್ಥರು, ಭಕ್ತರು ಹಾಗೂ ಮುಖಂಡರು ಭಾಗವಹಿಸಿದರು.	[40, 1889, 190, 2009]
story5-col2: ಅವರ ಸಾಧನೆ ಗ್ರಾಮೀಣ ಹಾಗೂ ಸರ್ಕಾರಿ ಶಾಲೆಗಳಲ್ಲಿ ಶಿಕ್ಷಣ ಪಡೆಯುವ ಸಾವಿರಾರು ವಿದ್ಯಾರ್ಥಿಗಳಿಗೆ ಹೊಸ ದಿಕ್ಕು ತೋರಿಸುವಂತಾಗಿದೆ. ಇದೇ ವೇಳೆ ರೈತ ಕುಟುಂಬದ ಹಿನ್ನೆಲೆಯಿಂದ ಬಂದ ಚಂದ್ರಶೇಖರ್ ಅವರು 880ನೇ ರ್ಯಾಂಕ್ ಗಳಿಸಿ ನಿರಂತರ ಪರಿಶ್ರಮ, ಸಂಕಲ್ಪ ಮತ್ತು ದೃಢ ನಂಬಿಕೆ ಇದ್ದರೆ ಯಾವುದೇ ಗುರಿಯನ್ನೂ ಸಾಧಿಸಬಹುದು ಎಂಬುದನ್ನು ಸ್ಪಷ್ಟವಾಗಿ ಸಾಬೀತುಪಡಿಸಿದ್ದಾರೆ ಎಂದು ರ್ಯಾಂಕ್ ಸಾಧಕರ ಪ್ರಶಂಸಿಸಿದ್ದಾರೆ.	[1180, 1337, 1340, 1457]
story3-col3: ಸಮೀಪದ ಆರೋಗ್ಯ ಕೇಂದ್ರಗಳಲ್ಲಿ ಲಸಿಕೆಯನ್ನು ಪಡೆಯುವಂತೆ ತಿಳಿಸಿದರು. ಸುರಪುರ ಹಾಗೂ ಹುಣಸಗಿ ತಾಲೂಕಿನ ಒಟ್ಟು 4750 ಬಾಲಕಿಯರಿಗೆ ಲಸಿಕೆ ನೀಡುವ ಗುರಿ ಹೊಂದಲಾಗಿದ್ದು ಈಗಾಗಲೇ 300 ಜನ ಬಾಲಕಿಯರಿಗೆ ಲಸಿಕೆ ನೀಡಲಾಗಿದೆ ಎಂದು ತಿಳಿಸಿದರು. ಕಾರ್ಯಕ್ರಮದ ವೇದಿಕೆಯಲ್ಲಿ ಕ್ಷೇತ್ರ ಶಿಕ್ಷಣಾಧಿಕಾರಿ ಎಲ್ಲಪ್ಪ ಕಾಡ್ಲೂರ, ಮುಖಂಡರಾದ ವಿಠ್ಠಲ ಯಾದವ, ಮಲ್ಲಣ್ಣ ಸಾಹುಕಾರ್ ಮುದ್ನೂರ, ಅಬ್ದುಲ್ ಗಫರ್ ನಗನೂರಿ, ಶಕೀಲ್ ಅಹ್ಮದ್ ಖುರೇಶಿ ಸೇರಿದಂತೆ ಅನೇಕರು ಉಪಸ್ಥಿತರಿದ್ದರು. ಇದೇ ಸಂದರ್ಭದಲ್ಲಿ ಬಾಲಕಿಯರಿಗೆ ಲಸಿಕೆಯನ್ನು ಹಾಕಲಾಯಿತು.	[1186, 931, 1340, 1106]
story3-headline-line1[interactable]: 15 ವರ್ಷದ ಒಳಗಿನ ಎಲ್ಲಾ	[971, 643, 1225, 676]
story4-sub2: ರಾಜ್ಯ ಹೆದ್ದಾರಿ ರಸ್ತೆ ಜಿಲ್ಲಾ ಕೇಂದ್ರದ ಪ್ರಮುಖ ಸಂಪರ್ಕ ಮಾರ್ಗವಾಗಿದ್ದು, ಪ್ರತಿದಿನ ಸಹಸ್ರಾರು ವಾಹನಗಳು ಈ ಮಾರ್ಗದಲ್ಲಿ ಸಂಚರಿಸುತ್ತವೆ. ಆದ್ದರಿಂದ ಕಾಮಗಾರಿಯಲ್ಲಿ ಯಾವುದೇ ರೀತಿಯ ನಿರ್ಲಕ್ಷ್ಯ ಸಹಿಸಲಾಗದು ಎಂದು ಹೇಳಿದರು. ಉತ್ತಮ ಗುಣಮಟ್ಟದ ವಸ್ತುಗಳನ್ನು ಬಳಸಿ	[362, 1591, 514, 1670]
story1-photo	[352, 114, 1000, 452]
story6-col8: ಮುಂದಿನ ದಿನಗಳಲ್ಲಿ ಜಿಲ್ಲೆಯ ಯುವಕರು ಸಹ ನಾಗರಿಕ ಸೇವೆಯತ್ತ ಒಲವು ತೋರಲಿ ಎಂದು ಹಾರೈಸಿದರು. ಎಲ್ಲಾ ವಿದ್ಯಾರ್ಥಿಗಳಿಗೆ ಹಾಗೂ ಅವರ ಕುಟುಂಬದ ಸದಸ್ಯರಿಗೆ ಹೃತ್ಪೂರ್ವಕ ಅಭಿನಂದನೆಗಳನ್ನು ಸಲ್ಲಿಸಿದ್ದಾರೆ. ಅವರ ಸಾಧನೆಯ ಹಾದಿ ಯಶಸ್ವಿಯಾಗಲಿ ಎಂದು ಹಾರೈಸಿದ್ದಾರೆ.	[1180, 1847, 1340, 1926]
story2-sub3: ಗ್ರಾಮದ ಹೊರವಲಯದಲ್ಲಿ ಮಹಾತ್ಮ ಗಾಂಧಿ ರಾಷ್ಟ್ರೀಯ ಗ್ರಾಮೀಣ ಉದ್ಯೋಗ ಖಾತರಿ ಯೋಜನೆ (ನರೇಗಾ) ಅಡಿಯಲ್ಲಿ ನಡೆಯುತ್ತಿರುವ ಕಾಮಗಾರಿ ಸ್ಥಳಕ್ಕೆ ಶಾಸಕ ತುನ್ನೂರ ಭೇಟಿ ನೀಡಿ ಕೂಲಿಕಾರ್ಮಿಕರೊಂದಿಗೆ ಸಂವಾದ ನಡೆಸಿ ಅವರ ಸಮಸ್ಯೆಗಳನ್ನು ಆಲಿಸಿದರು. ಈ ವೇಳೆ ಮಾತನಾಡಿದ ಅವರು ಬೇಸಿಗೆ ದಿನಗಳಲ್ಲಿ ಗ್ರಾಮೀಣ ಜನರು ಉದ್ಯೋಗದ ಹುಡುಕಾಟದಲ್ಲಿ ವಲಸೆ ಹೋಗುವ ಅವಶ್ಯಕತೆ ಇಲ್ಲ ಎಂದು ಅಭಿಪ್ರಾಯಪಟ್ಟರು.	[524, 879, 680, 1013]
newspaper-logo[interactable]	[575, 2, 805, 52]
logo-text-right: ವಾಣಿ	[711, 2, 777, 44]
story1-mid3: ಕಾರ್ಯನಿರ್ವಹಿಸಬೇಕು ಎಂದು ಅವರು ಕರೆ ನೀಡಿದರು. ಕಾರ್ಯಕ್ರಮದ ಅಧ್ಯಕ್ಷತೆಯನ್ನು ಬಿಜೆಪಿ ಜಿಲ್ಲಾ ಅಧ್ಯಕ್ಷರಾದ ದೇವರಾಜ ನಾಯಕ ವಹಿಸಿಕೊಂಡಿದ್ದರು. ಬಿಜೆಪಿ ರಾಜ್ಯ ಕಾರ್ಯದರ್ಶಿಗಳಾದ	[678, 459, 833, 525]
